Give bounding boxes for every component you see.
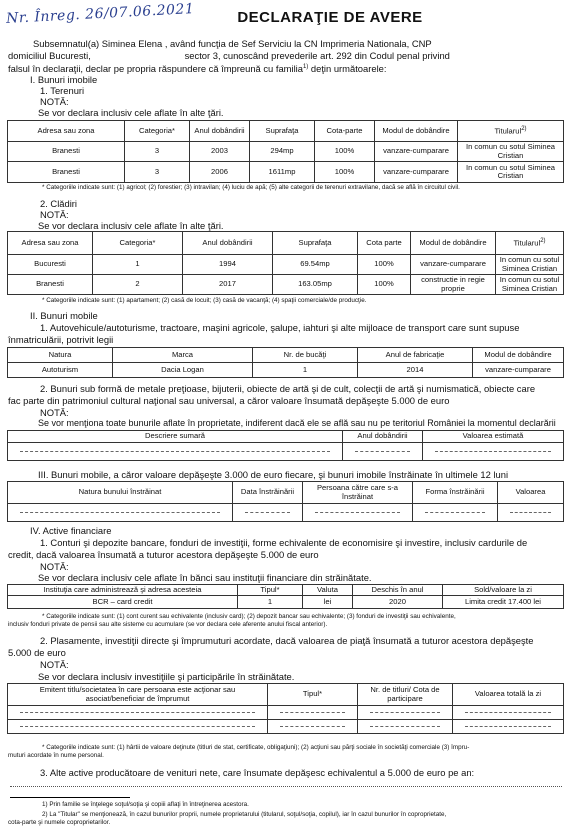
table-header-row: [8, 431, 564, 443]
terenuri-footnote: * Categoriile indicate sunt: (1) agricol; (2) forestier; (3) intravilan; (4) luciu de apă; (5) alte categorii de terenuri extravilane, dacă se află în circuitul civil.: [42, 184, 460, 191]
col-natura: Natura: [8, 348, 113, 363]
cell: 294mp: [250, 142, 315, 162]
cell: 3: [125, 162, 190, 183]
subsection-terenuri: 1. Terenuri: [40, 85, 85, 96]
col-modul: Modul de dobândire: [375, 121, 458, 142]
cell: [233, 504, 303, 522]
table-row: [8, 706, 564, 720]
nota-text: Se vor menţiona toate bunurile aflate în proprietate, indiferent dacă ele se află sau nu pe teritoriul României la momentul declarării: [38, 418, 556, 428]
cell: [268, 706, 358, 720]
col-nr: Nr. de bucăţi: [253, 348, 358, 363]
cell: 100%: [315, 162, 375, 183]
cell: [453, 720, 564, 734]
intro-line-1: Subsemnatul(a) Siminea Elena , având funcţia de Sef Serviciu la CN Imprimeria Nationala, CNP: [33, 38, 432, 49]
blank-line: [10, 786, 562, 787]
section-heading-imobile: I. Bunuri imobile: [30, 74, 98, 85]
conturi-text-2: credit, dacă valoarea însumată a tuturor acestora depăşeşte 5.000 de euro: [8, 549, 319, 560]
section-heading-instrainate: III. Bunuri mobile, a căror valoare depăşeşte 3.000 de euro fiecare, şi bunuri imobile înstrăinate în ultimele 12 luni: [38, 469, 509, 480]
cell: 3: [125, 142, 190, 162]
cell: 100%: [315, 142, 375, 162]
nota-text: Se vor declara inclusiv investiţiile şi participările în străinătate.: [38, 671, 295, 682]
table-row: [8, 275, 564, 295]
col-adresa: Adresa sau zona: [8, 232, 93, 255]
col-persoana: Persoana către care s-a înstrăinat: [303, 482, 413, 504]
metale-table: [7, 430, 564, 461]
plasamente-footnote-1: * Categoriile indicate sunt: (1) hârtii de valoare deţinute (titluri de stat, certificate, obligaţiuni); (2) acţiuni sau părţi sociale în societăţi comerciale (3) împru-: [42, 744, 470, 751]
cell: 69.54mp: [273, 255, 358, 275]
table-header-row: [8, 684, 564, 706]
cell: constructie in regie proprie: [411, 275, 496, 295]
cell: [8, 443, 343, 461]
col-cota: Cota parte: [358, 232, 411, 255]
cell: Autoturism: [8, 363, 113, 378]
table-row: [8, 596, 564, 609]
intro-line-3: falsul în declaraţii, declar pe propria răspundere că împreună cu familia$^{1)}$ deţin următoarele:: [8, 63, 387, 75]
cell: [453, 706, 564, 720]
cell: Bucuresti: [8, 255, 93, 275]
conturi-footnote-2: inclusiv fonduri private de pensii sau alte sisteme cu acumulare (se vor declara cele aferente anului fiscal anterior).: [8, 621, 328, 628]
section-heading-active: IV. Active financiare: [30, 525, 112, 536]
cell: In comun cu sotul Siminea Cristian: [458, 142, 564, 162]
cell: [498, 504, 564, 522]
table-row: [8, 255, 564, 275]
cell: Branesti: [8, 162, 125, 183]
plasamente-text-2: 5.000 de euro: [8, 647, 66, 658]
table-row: [8, 142, 564, 162]
cell: [358, 720, 453, 734]
table-row: [8, 162, 564, 183]
cell: [8, 706, 268, 720]
cell: [8, 720, 268, 734]
table-row: [8, 720, 564, 734]
cell: lei: [303, 596, 353, 609]
col-modul: Modul de dobândire: [411, 232, 496, 255]
cell: 163.05mp: [273, 275, 358, 295]
cladiri-footnote: * Categoriile indicate sunt: (1) apartament; (2) casă de locuit; (3) casă de vacanţă; (4) spaţii comerciale/de producţie.: [42, 297, 367, 304]
col-anul: Anul dobândirii: [190, 121, 250, 142]
col-anul: Anul dobândirii: [343, 431, 423, 443]
col-valoarea: Valoarea estimată: [423, 431, 564, 443]
table-row: [8, 443, 564, 461]
cell: [303, 504, 413, 522]
cell: Dacia Logan: [113, 363, 253, 378]
cell: [8, 504, 233, 522]
cell: 2017: [183, 275, 273, 295]
cladiri-table: [7, 231, 564, 295]
col-forma: Forma înstrăinării: [413, 482, 498, 504]
nota-label: NOTĂ:: [40, 659, 69, 670]
cell: [343, 443, 423, 461]
conturi-table: [7, 584, 564, 609]
cell: 2006: [190, 162, 250, 183]
section-heading-mobile: II. Bunuri mobile: [30, 310, 98, 321]
cell: 2: [93, 275, 183, 295]
col-categoria: Categoria*: [93, 232, 183, 255]
col-institutia: Instituţia care administrează şi adresa acesteia: [8, 585, 238, 596]
autovehicule-table: [7, 347, 564, 378]
col-valuta: Valuta: [303, 585, 353, 596]
nota-text: Se vor declara inclusiv cele aflate în alte ţări.: [38, 107, 224, 118]
col-marca: Marca: [113, 348, 253, 363]
col-suprafata: Suprafaţa: [273, 232, 358, 255]
metale-text-2: fac parte din patrimoniul cultural naţional sau universal, a căror valoare însumată depăşeşte 5.000 de euro: [8, 395, 450, 406]
table-header-row: [8, 585, 564, 596]
cell: In comun cu sotul Siminea Cristian: [496, 275, 564, 295]
registration-handwritten-note: Nr. Înreg. 26/07.06.2021: [5, 1, 195, 27]
col-adresa: Adresa sau zona: [8, 121, 125, 142]
col-categoria: Categoria*: [125, 121, 190, 142]
cell: 2014: [358, 363, 473, 378]
col-valoarea: Valoarea totală la zi: [453, 684, 564, 706]
nota-label: NOTĂ:: [40, 209, 69, 220]
cell: 1611mp: [250, 162, 315, 183]
col-descriere: Descriere sumară: [8, 431, 343, 443]
cell: 1: [253, 363, 358, 378]
cell: In comun cu sotul Siminea Cristian: [458, 162, 564, 183]
note-familie: 1) Prin familie se înţelege soţul/soţia şi copiii aflaţi în întreţinerea acestora.: [42, 801, 249, 808]
note-titular-1: 2) La "Titular" se menţionează, în cazul bunurilor proprii, numele proprietarului (titularul, soţul/soţia, copilul), iar în cazul bunurilor în coproprietate,: [42, 811, 447, 818]
instrainate-table: [7, 481, 564, 522]
nota-text: Se vor declara inclusiv cele aflate în alte ţări.: [38, 220, 224, 231]
nota-label: NOTĂ:: [40, 407, 69, 418]
conturi-footnote-1: * Categoriile indicate sunt: (1) cont curent sau echivalente (inclusiv card); (2) depozit bancar sau echivalente; (3) fonduri de investiţii sau echivalente,: [42, 613, 456, 620]
nota-text: Se vor declara inclusiv cele aflate în bănci sau instituţii financiare din străinătate.: [38, 572, 372, 583]
conturi-text-1: 1. Conturi şi depozite bancare, fonduri de investiţii, forme echivalente de economisire şi investire, inclusiv cardurile de: [40, 537, 528, 548]
subsection-cladiri: 2. Clădiri: [40, 198, 77, 209]
table-row: [8, 363, 564, 378]
table-header-row: [8, 482, 564, 504]
plasamente-footnote-2: muturi acordate în nume personal.: [8, 752, 104, 759]
note-titular-2: cota-parte şi numele coproprietarilor.: [8, 819, 111, 826]
col-anul: Anul de fabricaţie: [358, 348, 473, 363]
col-modul: Modul de dobândire: [473, 348, 564, 363]
terenuri-table: [7, 120, 564, 183]
cell: BCR – card credit: [8, 596, 238, 609]
col-nr-titluri: Nr. de titluri/ Cota de participare: [358, 684, 453, 706]
col-suprafata: Suprafaţa: [250, 121, 315, 142]
alte-active-text: 3. Alte active producătoare de venituri nete, care însumate depăşesc echivalentul a 5.000 de euro pe an:: [40, 767, 475, 778]
col-tipul: Tipul*: [268, 684, 358, 706]
col-cota: Cota-parte: [315, 121, 375, 142]
col-sold: Sold/valoare la zi: [443, 585, 564, 596]
cell: 100%: [358, 275, 411, 295]
col-titular: Titularul$^{2)}$: [458, 121, 564, 142]
col-deschis: Deschis în anul: [353, 585, 443, 596]
col-anul: Anul dobândirii: [183, 232, 273, 255]
autovehicule-text-2: înmatriculării, potrivit legii: [8, 334, 114, 345]
nota-label: NOTĂ:: [40, 96, 69, 107]
cell: 2020: [353, 596, 443, 609]
cell: [423, 443, 564, 461]
cell: In comun cu sotul Siminea Cristian: [496, 255, 564, 275]
col-titular: Titularul$^{2)}$: [496, 232, 564, 255]
table-row: [8, 504, 564, 522]
cell: vanzare-cumparare: [411, 255, 496, 275]
col-data: Data înstrăinării: [233, 482, 303, 504]
cell: 2003: [190, 142, 250, 162]
cell: [413, 504, 498, 522]
nota-label: NOTĂ:: [40, 561, 69, 572]
cell: [268, 720, 358, 734]
cell: 100%: [358, 255, 411, 275]
document-title: DECLARAŢIE DE AVERE: [237, 9, 423, 26]
cell: 1: [238, 596, 303, 609]
plasamente-table: [7, 683, 564, 734]
table-header-row: [8, 121, 564, 142]
cell: vanzare-cumparare: [375, 142, 458, 162]
col-natura: Natura bunului înstrăinat: [8, 482, 233, 504]
cell: Branesti: [8, 142, 125, 162]
plasamente-text-1: 2. Plasamente, investiţii directe şi împrumuturi acordate, dacă valoarea de piaţă însumată a tuturor acestora depăşeşte: [40, 635, 534, 646]
autovehicule-text-1: 1. Autovehicule/autoturisme, tractoare, maşini agricole, şalupe, iahturi şi alte mijloace de transport care sunt supuse: [40, 322, 520, 333]
intro-line-2: domiciliul Bucuresti, sector 3, cunoscând prevederile art. 292 din Codul penal privind: [8, 50, 450, 61]
cell: Branesti: [8, 275, 93, 295]
metale-text-1: 2. Bunuri sub formă de metale preţioase, bijuterii, obiecte de artă şi de cult, colecţii de artă şi numismatică, obiecte care: [40, 383, 536, 394]
cell: vanzare-cumparare: [473, 363, 564, 378]
col-emitent: Emitent titlu/societatea în care persoana este acţionar sau asociat/beneficiar de împrumut: [8, 684, 268, 706]
cell: vanzare-cumparare: [375, 162, 458, 183]
col-valoarea: Valoarea: [498, 482, 564, 504]
cell: 1994: [183, 255, 273, 275]
table-header-row: [8, 232, 564, 255]
table-header-row: [8, 348, 564, 363]
footnote-separator: [10, 797, 130, 798]
cell: 1: [93, 255, 183, 275]
cell: Limita credit 17.400 lei: [443, 596, 564, 609]
col-tipul: Tipul*: [238, 585, 303, 596]
cell: [358, 706, 453, 720]
